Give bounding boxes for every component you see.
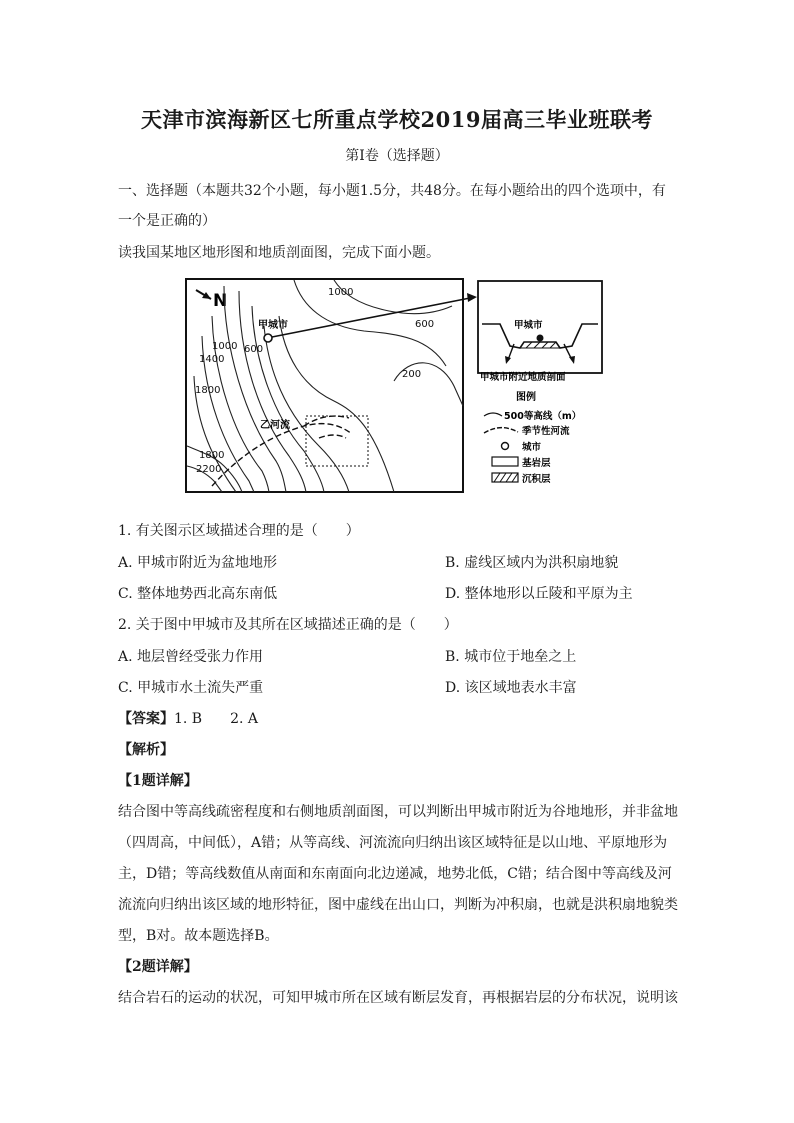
legend-item-contour: 500等高线（m）	[504, 411, 582, 422]
north-label: N	[213, 291, 228, 311]
north-arrow-icon	[196, 290, 211, 299]
answer-line	[118, 708, 258, 728]
contour-label: 1800	[195, 385, 221, 396]
legend-title: 图例	[516, 392, 536, 403]
question-1-option-d: D. 整体地形以丘陵和平原为主	[445, 586, 633, 602]
legend-item-sediment: 沉积层	[522, 474, 551, 485]
question-1-option-c: C. 整体地势西北高东南低	[118, 586, 278, 602]
q1-analysis-line: 型，B对。故本题选择B。	[118, 928, 279, 944]
question-1-stem: 1. 有关图示区域描述合理的是（ ）	[118, 523, 360, 539]
city-legend-icon	[502, 443, 509, 450]
q2-analysis-line: 结合岩石的运动的状况，可知甲城市所在区域有断层发育，再根据岩层的分布状况，说明该	[118, 990, 678, 1006]
question-2-option-c: C. 甲城市水土流失严重	[118, 680, 264, 696]
section-subtitle: 第Ⅰ卷（选择题）	[345, 148, 449, 164]
question-1-option-a: A. 甲城市附近为盆地地形	[118, 555, 278, 571]
legend-item-city: 城市	[522, 442, 542, 453]
question-1-option-b: B. 虚线区域内为洪积扇地貌	[445, 555, 619, 571]
topographic-figure	[184, 276, 624, 498]
city-label: 甲城市	[258, 320, 288, 331]
document-title: 天津市滨海新区七所重点学校2019届高三毕业班联考	[141, 107, 653, 132]
legend-item-bedrock: 基岩层	[522, 458, 551, 469]
analysis-heading: 【解析】	[118, 742, 174, 758]
question-2-option-b: B. 城市位于地垒之上	[445, 649, 577, 665]
question-2-option-a: A. 地层曾经受张力作用	[118, 649, 264, 665]
arrow-icon	[467, 293, 477, 302]
contour-label: 200	[402, 369, 422, 380]
profile-caption: 甲城市附近地质剖面	[480, 372, 566, 383]
q1-analysis-line: 流流向归纳出该区域的地形特征，图中虚线在出山口，判断为冲积扇，也就是洪积扇地貌类	[118, 897, 678, 913]
answer-label: 【答案】	[118, 711, 174, 727]
sediment-legend-icon	[492, 473, 518, 482]
section-intro-line2: 一个是正确的）	[118, 213, 216, 229]
legend	[484, 410, 581, 485]
river-legend-icon	[484, 428, 518, 433]
reading-instruction: 读我国某地区地形图和地质剖面图，完成下面小题。	[118, 245, 440, 261]
answer-value: 1. B 2. A	[174, 711, 259, 727]
question-2-option-d: D. 该区域地表水丰富	[445, 680, 577, 696]
contour-label: 1400	[199, 354, 225, 365]
contour-label: 1000	[212, 341, 238, 352]
section-intro-line1: 一、选择题（本题共32个小题，每小题1.5分，共48分。在每小题给出的四个选项中，有	[118, 183, 666, 199]
bedrock-legend-icon	[492, 457, 518, 466]
contour-label: 1000	[328, 287, 354, 298]
q1-analysis-line: 主，D错；等高线数值从南面和东南面向北边递减，地势北低，C错；结合图中等高线及河	[118, 866, 672, 882]
contour-label: 600	[415, 319, 435, 330]
map-frame	[186, 279, 463, 492]
contour-lines	[187, 280, 463, 492]
q1-analysis-line: （四周高，中间低），A错；从等高线、河流流向归纳出该区域特征是以山地、平原地形为	[118, 835, 668, 851]
q2-analysis-heading: 【2题详解】	[118, 959, 198, 975]
contour-label: 1800	[199, 450, 225, 461]
profile-city-label: 甲城市	[514, 320, 543, 331]
contour-label: 600	[244, 344, 264, 355]
contour-label: 2200	[196, 464, 222, 475]
q1-analysis-line: 结合图中等高线疏密程度和右侧地质剖面图，可以判断出甲城市附近为谷地地形，并非盆地	[118, 804, 678, 820]
river-label: 乙河流	[260, 420, 290, 431]
city-marker-icon	[264, 334, 272, 342]
question-2-stem: 2. 关于图中甲城市及其所在区域描述正确的是（ ）	[118, 617, 458, 633]
contour-legend-icon	[484, 413, 502, 416]
q1-analysis-heading: 【1题详解】	[118, 773, 198, 789]
legend-item-river: 季节性河流	[522, 426, 570, 437]
